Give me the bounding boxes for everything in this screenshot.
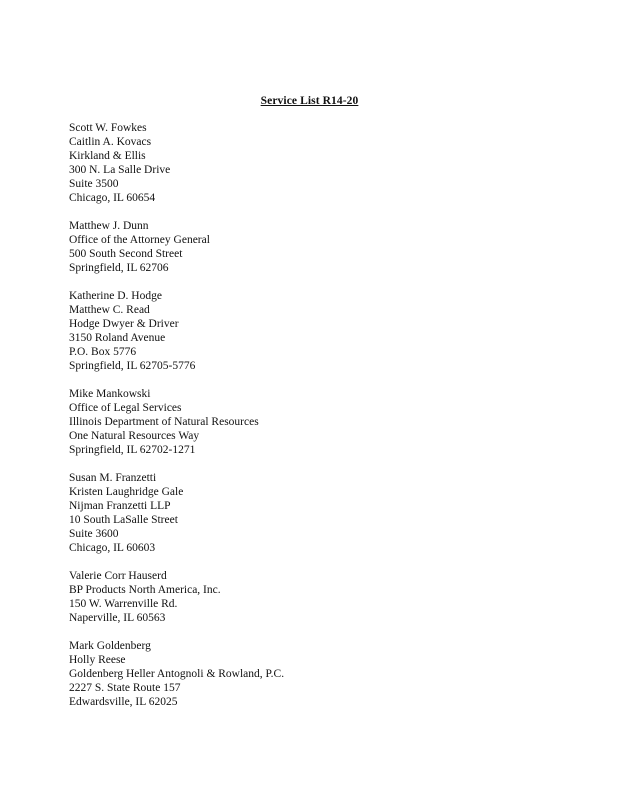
entry-line: Edwardsville, IL 62025	[69, 696, 178, 708]
entry-line: 150 W. Warrenville Rd.	[69, 598, 178, 610]
service-list	[69, 121, 589, 723]
entry-line: Susan M. Franzetti	[69, 472, 157, 484]
entry-line: Mike Mankowski	[69, 388, 151, 400]
page-title: Service List R14-20	[260, 95, 359, 107]
entry-line: Office of Legal Services	[69, 402, 182, 414]
entry-line: Naperville, IL 60563	[69, 612, 166, 624]
entry-line: Hodge Dwyer & Driver	[69, 318, 179, 330]
entry-line: Nijman Franzetti LLP	[69, 500, 171, 512]
entry-line: 2227 S. State Route 157	[69, 682, 181, 694]
entry-line: Kirkland & Ellis	[69, 150, 146, 162]
entry-line: Caitlin A. Kovacs	[69, 136, 152, 148]
entry-line: Office of the Attorney General	[69, 234, 210, 246]
entry-line: Goldenberg Heller Antognoli & Rowland, P.C.	[69, 668, 285, 680]
service-entry	[69, 639, 589, 709]
entry-line: 3150 Roland Avenue	[69, 332, 166, 344]
service-entry	[69, 471, 589, 555]
entry-line: Matthew J. Dunn	[69, 220, 149, 232]
entry-line: Katherine D. Hodge	[69, 290, 162, 302]
service-entry	[69, 387, 589, 457]
entry-line: Springfield, IL 62705-5776	[69, 360, 196, 372]
service-entry	[69, 569, 589, 625]
entry-line: Holly Reese	[69, 654, 126, 666]
entry-line: Matthew C. Read	[69, 304, 150, 316]
entry-line: Springfield, IL 62706	[69, 262, 169, 274]
service-entry	[69, 219, 589, 275]
entry-line: BP Products North America, Inc.	[69, 584, 221, 596]
entry-line: One Natural Resources Way	[69, 430, 200, 442]
entry-line: Springfield, IL 62702-1271	[69, 444, 196, 456]
entry-line: Kristen Laughridge Gale	[69, 486, 184, 498]
entry-line: Valerie Corr Hauserd	[69, 570, 167, 582]
entry-line: Illinois Department of Natural Resources	[69, 416, 259, 428]
entry-line: 10 South LaSalle Street	[69, 514, 178, 526]
entry-line: Suite 3500	[69, 178, 119, 190]
service-entry	[69, 121, 589, 205]
entry-line: P.O. Box 5776	[69, 346, 137, 358]
entry-line: 300 N. La Salle Drive	[69, 164, 171, 176]
entry-line: Chicago, IL 60603	[69, 542, 156, 554]
service-entry	[69, 289, 589, 373]
entry-line: Chicago, IL 60654	[69, 192, 156, 204]
entry-line: Mark Goldenberg	[69, 640, 151, 652]
entry-line: 500 South Second Street	[69, 248, 183, 260]
entry-line: Suite 3600	[69, 528, 119, 540]
entry-line: Scott W. Fowkes	[69, 122, 147, 134]
